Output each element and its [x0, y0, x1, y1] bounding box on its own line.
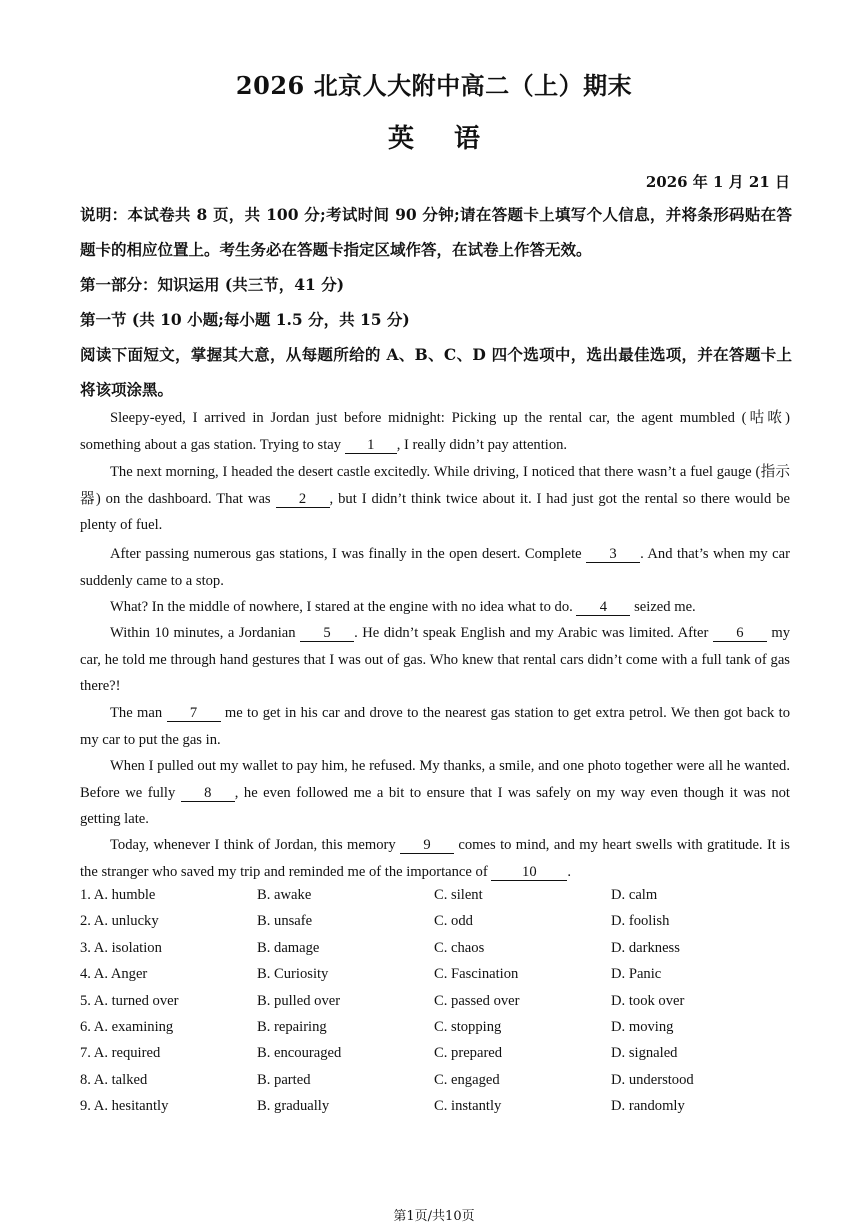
passage-paragraph-5: [80, 620, 790, 700]
part-one-heading: 第一部分：知识运用 (共三节，41 分): [80, 275, 345, 294]
option-b: B. gradually: [257, 1098, 330, 1114]
reading-directions: 阅读下面短文，掌握其大意，从每题所给的 A、B、C、D 四个选项中，选出最佳选项，并在答题卡上将该项涂黑。: [80, 345, 792, 399]
option-b: B. repairing: [257, 1019, 327, 1035]
option-row-4: [80, 966, 790, 992]
option-b: B. Curiosity: [257, 966, 329, 982]
option-b: B. awake: [257, 887, 312, 903]
blank-10: 10: [491, 864, 567, 881]
option-c: C. prepared: [434, 1045, 503, 1061]
option-row-2: [80, 913, 790, 939]
option-c: C. silent: [434, 887, 483, 903]
option-d: D. took over: [611, 993, 685, 1009]
blank-6: 6: [713, 625, 767, 642]
option-c: C. engaged: [434, 1072, 500, 1088]
passage-paragraph-6: [80, 700, 790, 753]
option-c: C. Fascination: [434, 966, 519, 982]
passage-paragraph-4: [80, 594, 790, 621]
page-number: 第1页/共10页: [393, 1209, 475, 1224]
passage-text: The man: [110, 705, 167, 721]
option-a: 9. A. hesitantly: [80, 1098, 169, 1114]
blank-1: 1: [345, 437, 397, 454]
instructions-note: 说明：本试卷共 8 页，共 100 分;考试时间 90 分钟;请在答题卡上填写个人信息，并将条形码贴在答题卡的相应位置上。考生务必在答题卡指定区域作答，在试卷上作答无效。: [80, 205, 792, 259]
option-c: C. stopping: [434, 1019, 502, 1035]
option-d: D. signaled: [611, 1045, 678, 1061]
blank-5: 5: [300, 625, 354, 642]
passage-text: Today, whenever I think of Jordan, this memory: [110, 837, 401, 853]
option-a: 7. A. required: [80, 1045, 161, 1061]
passage-text: After passing numerous gas stations, I was finally in the open desert. Complete: [110, 546, 587, 562]
option-c: C. passed over: [434, 993, 520, 1009]
option-row-5: [80, 993, 790, 1019]
option-a: 2. A. unlucky: [80, 913, 159, 929]
blank-9: 9: [400, 837, 454, 854]
passage-paragraph-8: [80, 832, 790, 885]
passage-text: Sleepy-eyed, I arrived in Jordan just before midnight: Picking up the rental car, the agent mumbled (咕哝) something about a gas station. Trying to stay: [80, 410, 790, 453]
blank-2: 2: [276, 491, 330, 508]
passage-text: The next morning, I headed the desert castle excitedly. While driving, I noticed that there wasn’t a fuel gauge (指示器) on the dashboard. That was: [80, 464, 790, 507]
passage-text: . And that’s when my car suddenly came to a stop.: [80, 546, 790, 589]
subject-title: 英语: [387, 124, 520, 154]
passage-paragraph-3: [80, 541, 790, 594]
option-a: 6. A. examining: [80, 1019, 174, 1035]
passage-text: Within 10 minutes, a Jordanian: [110, 625, 301, 641]
option-row-3: [80, 940, 790, 966]
passage-text: . He didn’t speak English and my Arabic was limited. After: [354, 625, 713, 641]
option-a: 3. A. isolation: [80, 940, 162, 956]
section-one-heading: 第一节 (共 10 小题;每小题 1.5 分，共 15 分): [80, 310, 410, 329]
exam-date: 2026 年 1 月 21 日: [645, 173, 790, 191]
option-b: B. parted: [257, 1072, 311, 1088]
option-a: 4. A. Anger: [80, 966, 148, 982]
option-a: 1. A. humble: [80, 887, 156, 903]
passage-text: , he even followed me a bit to ensure that I was safely on my way even though it was not getting late.: [80, 784, 790, 827]
blank-4: 4: [576, 599, 630, 616]
passage-text: , I really didn’t pay attention.: [396, 436, 568, 453]
passage-paragraph-2: [80, 459, 790, 539]
option-d: D. Panic: [611, 966, 662, 982]
option-c: C. chaos: [434, 940, 485, 956]
passage-text: , but I didn’t think twice about it. I had just got the rental so there would be plenty of fuel.: [80, 490, 790, 533]
passage-paragraph-1: [80, 405, 790, 458]
passage-text: me to get in his car and drove to the nearest gas station to get extra petrol. We then got back to my car to put the gas in.: [80, 705, 790, 748]
passage-paragraph-7: [80, 753, 790, 833]
option-row-1: [80, 887, 790, 913]
passage-text: seized me.: [630, 599, 696, 615]
option-d: D. understood: [611, 1072, 694, 1088]
option-d: D. foolish: [611, 913, 670, 929]
option-d: D. calm: [611, 887, 658, 903]
option-row-7: [80, 1045, 790, 1071]
option-row-8: [80, 1072, 790, 1098]
option-b: B. pulled over: [257, 993, 341, 1009]
passage-text: .: [567, 863, 571, 880]
blank-3: 3: [586, 546, 640, 563]
option-a: 8. A. talked: [80, 1072, 148, 1088]
blank-7: 7: [167, 705, 221, 722]
option-a: 5. A. turned over: [80, 993, 179, 1009]
option-d: D. randomly: [611, 1098, 685, 1114]
option-d: D. darkness: [611, 940, 680, 956]
option-d: D. moving: [611, 1019, 674, 1035]
blank-8: 8: [181, 785, 235, 802]
passage-text: comes to mind, and my heart swells with gratitude. It is the stranger who saved my trip and reminded me of the importance of: [80, 837, 790, 880]
option-b: B. unsafe: [257, 913, 313, 929]
exam-title: 2026 北京人大附中高二（上）期末: [235, 71, 633, 100]
option-row-9: [80, 1098, 790, 1124]
option-c: C. instantly: [434, 1098, 502, 1114]
option-row-6: [80, 1019, 790, 1045]
passage-text: When I pulled out my wallet to pay him, he refused. My thanks, a smile, and one photo together were all he wanted. Before we fully: [80, 758, 790, 801]
option-b: B. encouraged: [257, 1045, 342, 1061]
passage-text: What? In the middle of nowhere, I stared at the engine with no idea what to do.: [110, 599, 577, 615]
option-c: C. odd: [434, 913, 473, 929]
option-b: B. damage: [257, 940, 320, 956]
passage-text: my car, he told me through hand gestures that I was out of gas. Who knew that rental cars didn’t come with a full tank of gas there?!: [80, 625, 790, 694]
